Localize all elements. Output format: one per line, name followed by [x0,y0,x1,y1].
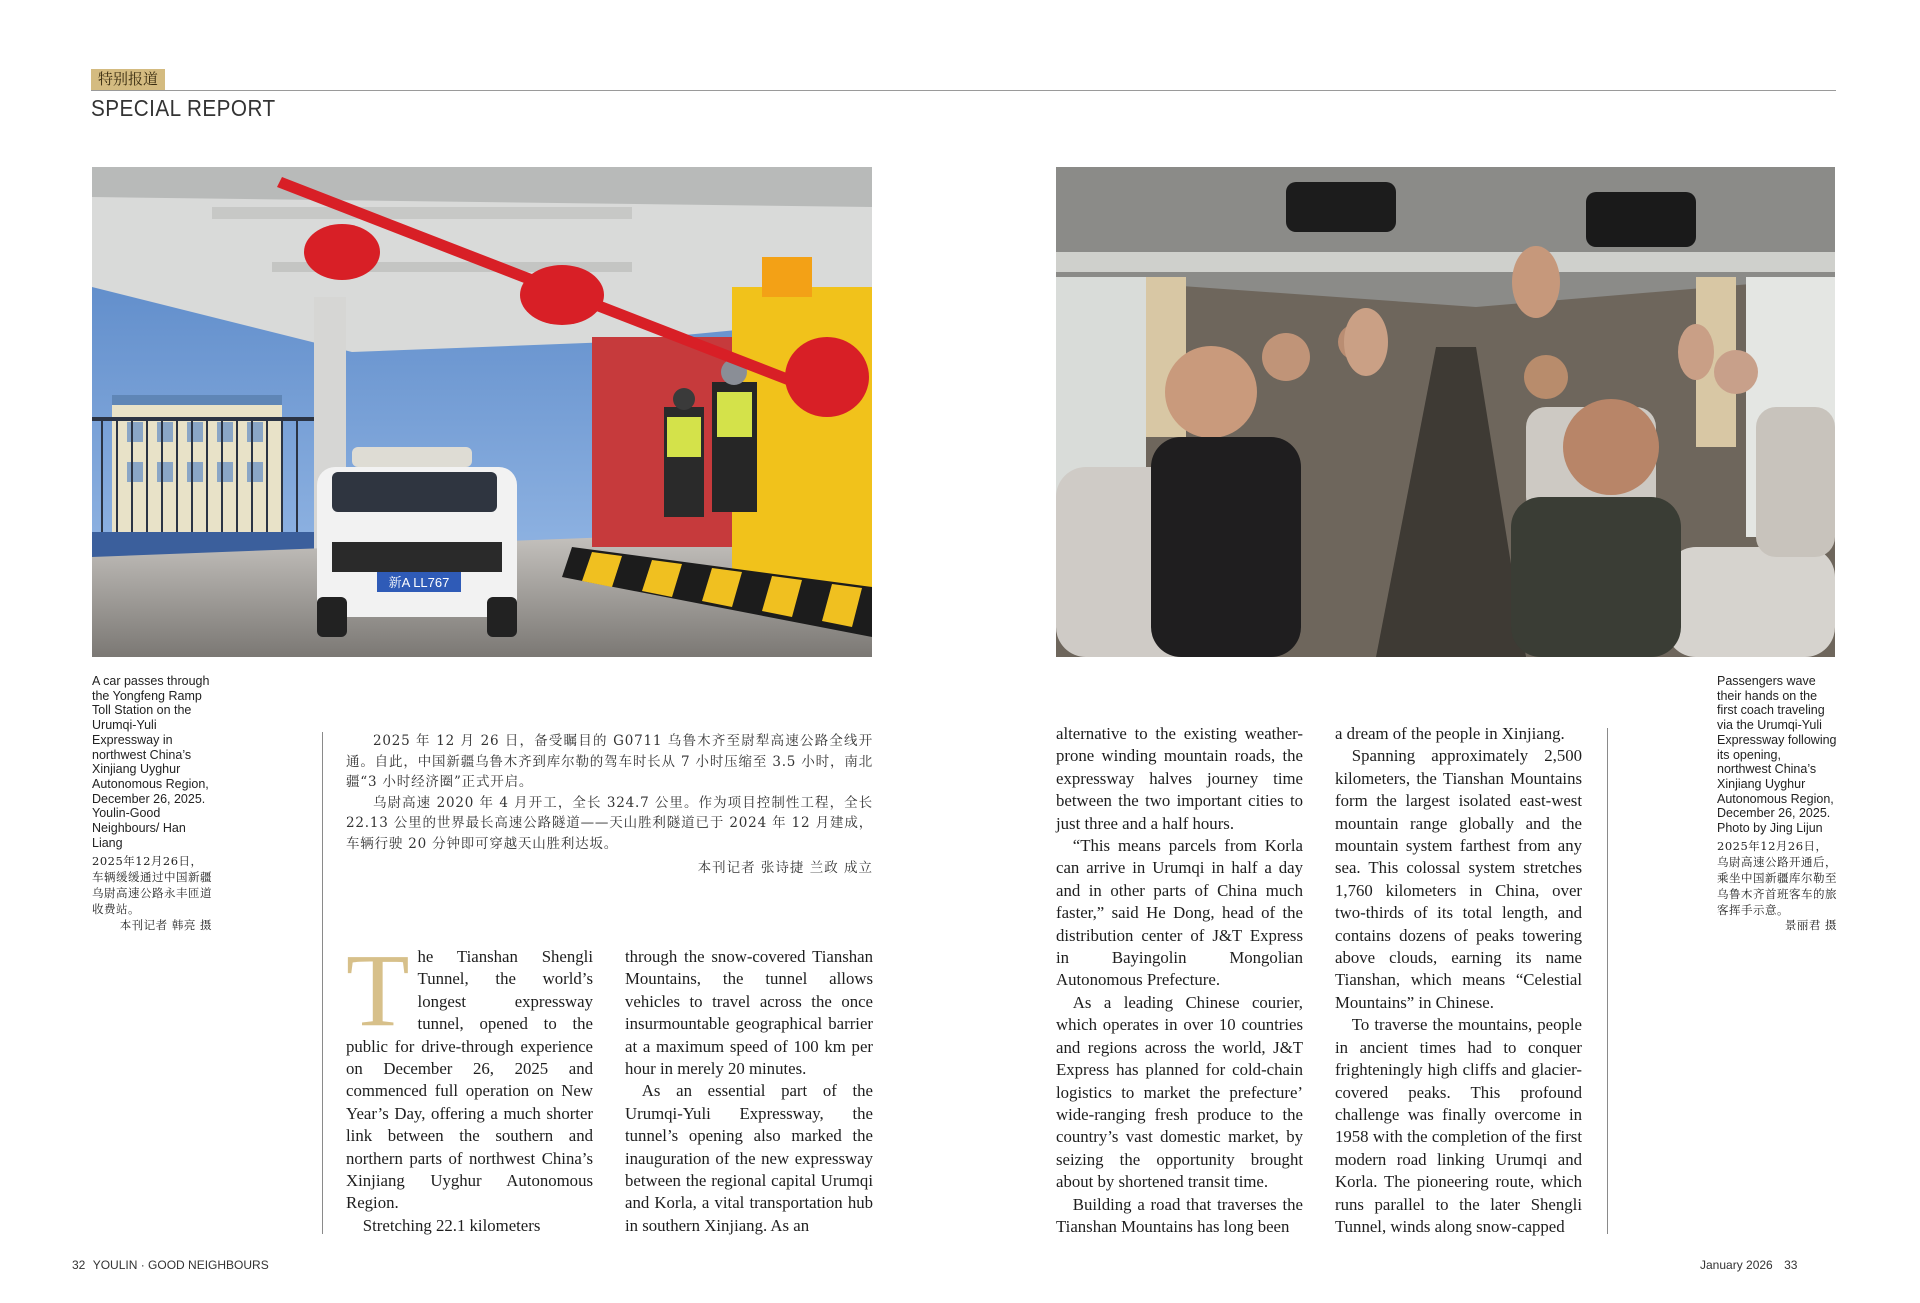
chinese-summary [346,731,873,854]
right-photo-caption-cn: 2025年12月26日，乌尉高速公路开通后，乘坐中国新疆库尔勒至乌鲁木齐首班客车的旅客挥手示意。 [1717,839,1837,917]
article-column-4 [1335,723,1582,1238]
article-paragraph: As a leading Chinese courier, which operates in over 10 countries and regions across the world, J&T Express has planned for cold-chain logistics to market the prefecture’ wide-ranging fresh produce to the country’s vast domestic market, by seizing the opportunity brought about by shortened transit time. [1056,992,1303,1192]
article-paragraph: he Tianshan Shengli Tunnel, the world’s longest expressway tunnel, opened to the public for drive-through experience on December 26, 2025 and commenced full operation on New Year’s Day, offering a much shorter link between the southern and northern parts of northwest China’s Xinjiang Uyghur Autonomous Region. [346,947,593,1213]
left-photo-credit-cn: 本刊记者 韩亮 摄 [119,918,212,932]
left-photo-caption-en: A car passes through the Yongfeng Ramp Toll Station on the Urumqi-Yuli Expressway in northwest China’s Xinjiang Uyghur Autonomous Region, December 26, 2025. Youlin-Good Neighbours/ Han Liang [92,674,210,850]
article-paragraph: As an essential part of the Urumqi-Yuli Expressway, the tunnel’s opening also marked the inauguration of the new expressway between the regional capital Urumqi and Korla, a vital transportation hub in southern Xinjiang. As an [625,1081,873,1235]
article-column-3 [1056,723,1303,1238]
article-paragraph: a dream of the people in Xinjiang. [1335,724,1565,743]
issue-date: January 2026 [1700,1258,1773,1272]
article-column-2 [625,946,873,1237]
article-column-1 [346,933,593,1237]
article-paragraph: through the snow-covered Tianshan Mountains, the tunnel allows vehicles to travel across the once insurmountable geographical barrier at a maximum speed of 100 km per hour in merely 20 minutes. [625,947,873,1079]
page-number-right: 33 [1784,1258,1798,1272]
article-paragraph: Spanning approximately 2,500 kilometers, the Tianshan Mountains form the largest isolated east-west mountain range globally and the mountain system farthest from any sea. This colossal system stretches 1,760 kilometers in China, over two-thirds of its total length, and contains dozens of peaks towering above clouds, earning its name Tianshan, which means “Celestial Mountains” in Chinese. [1335,746,1582,1012]
left-photo-caption-cn: 2025年12月26日，车辆缓缓通过中国新疆乌尉高速公路永丰匝道收费站。 [92,854,212,916]
coach-passengers-photo [1056,167,1835,657]
summary-paragraph: 2025 年 12 月 26 日，备受瞩目的 G0711 乌鲁木齐至尉犁高速公路全线开通。自此，中国新疆乌鲁木齐到库尔勒的驾车时长从 7 小时压缩至 3.5 小时，南北疆“3 小时经济圈”正式开启。 [346,733,873,790]
right-photo-caption-en: Passengers wave their hands on the first coach traveling via the Urumqi-Yuli Expressway following its opening, northwest China’s Xinjiang Uyghur Autonomous Region, December 26, 2025. Photo by Jing Lijun [1717,674,1837,836]
article-paragraph: “This means parcels from Korla can arrive in Urumqi in half a day and in other parts of China much faster,” said He Dong, head of the distribution center of J&T Express in Bayingolin Mongolian Autonomous Prefecture. [1056,836,1303,990]
footer-left [72,1258,269,1272]
section-title: SPECIAL REPORT [91,95,276,121]
page-number-left: 32 [72,1258,86,1272]
magazine-name: YOULIN · GOOD NEIGHBOURS [92,1258,269,1272]
section-tag: 特别报道 [91,69,165,90]
article-paragraph: To traverse the mountains, people in ancient times had to conquer frighteningly high cliffs and glacier-covered peaks. This profound challenge was finally overcome in 1958 with the completion of the first modern road linking Urumqi and Korla. The pioneering route, which runs parallel to the later Shengli Tunnel, winds along snow-capped [1335,1015,1582,1236]
chinese-summary-byline: 本刊记者 张诗捷 兰政 成立 [697,860,873,876]
left-column-rule [322,732,323,1234]
right-photo-credit-cn: 景丽君 摄 [1784,918,1837,932]
summary-paragraph: 乌尉高速 2020 年 4 月开工，全长 324.7 公里。作为项目控制性工程，全长 22.13 公里的世界最长高速公路隧道——天山胜利隧道已于 2024 年 12 月建成，车辆行驶 20 分钟即可穿越天山胜利达坂。 [346,794,873,852]
header-rule [91,90,1836,91]
footer-right [1700,1258,1797,1272]
toll-station-photo [92,167,872,657]
article-paragraph: Stretching 22.1 kilometers [362,1215,541,1235]
license-plate: 新A LL767 [388,575,450,590]
dropcap-letter: T [346,933,410,1048]
article-paragraph: Building a road that traverses the Tianshan Mountains has long been [1056,1194,1303,1236]
article-paragraph: alternative to the existing weather-prone winding mountain roads, the expressway halves journey time between the two important cities to just three and a half hours. [1056,724,1303,833]
right-column-rule [1607,728,1608,1234]
